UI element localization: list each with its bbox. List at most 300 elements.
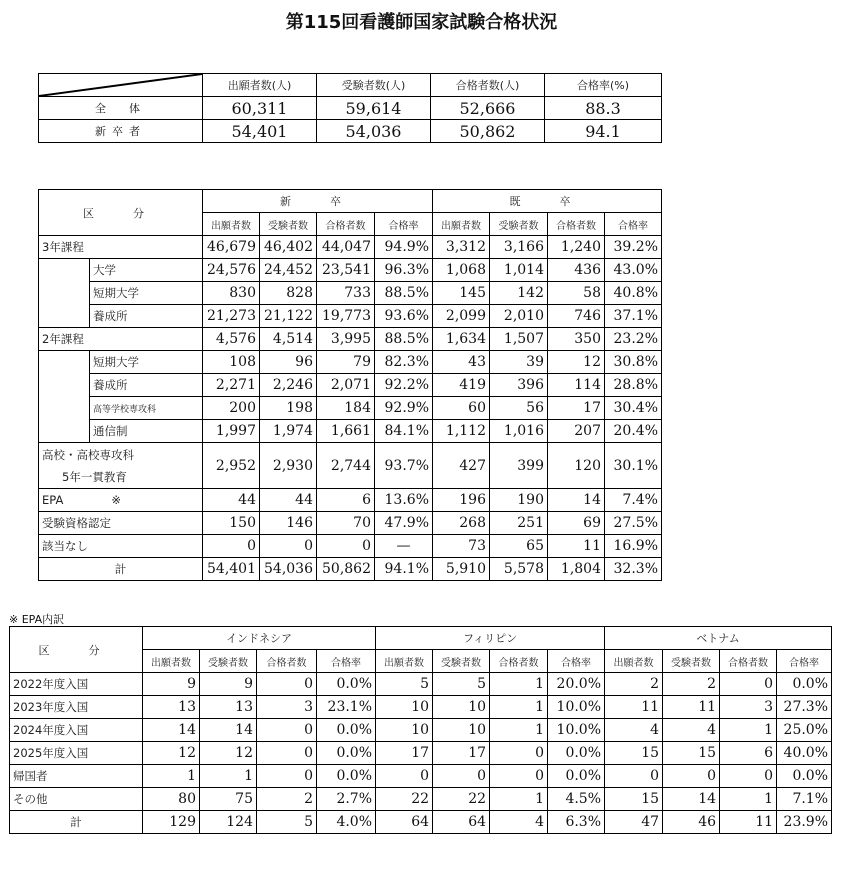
table-row	[39, 397, 662, 420]
table-cell: 11	[605, 696, 663, 719]
table-cell: 44	[203, 489, 260, 512]
row-label: 計	[10, 811, 143, 834]
table-cell: 1,112	[433, 420, 490, 443]
table-cell: 350	[548, 328, 605, 351]
table-cell: 50,862	[317, 558, 375, 581]
row-label: 大学	[90, 259, 203, 282]
table-cell: 1,997	[203, 420, 260, 443]
table-cell: 47	[605, 811, 663, 834]
table-cell: 4	[663, 719, 720, 742]
table-cell: 92.9%	[375, 397, 433, 420]
table-cell: 1	[143, 765, 200, 788]
table-cell: 5	[376, 673, 433, 696]
table-cell: 2,099	[433, 305, 490, 328]
epa-breakdown-table	[9, 626, 832, 834]
row-label: 短期大学	[90, 351, 203, 374]
table-cell: 22	[433, 788, 490, 811]
table-cell: 94.1%	[375, 558, 433, 581]
table-cell: 82.3%	[375, 351, 433, 374]
table-cell: 43	[433, 351, 490, 374]
table-cell: 0.0%	[548, 742, 605, 765]
row-label: 該当なし	[39, 535, 203, 558]
table-cell: 4,576	[203, 328, 260, 351]
table-cell: 20.4%	[605, 420, 662, 443]
table-cell: 13	[200, 696, 257, 719]
table-cell: 251	[490, 512, 548, 535]
table-cell: 9	[143, 673, 200, 696]
group-header-past-graduates: 既 卒	[433, 190, 662, 213]
table-cell: 142	[490, 282, 548, 305]
table-cell: 0	[203, 535, 260, 558]
table-cell: 14	[200, 719, 257, 742]
table-cell: 94.9%	[375, 236, 433, 259]
table-cell: 13	[143, 696, 200, 719]
col-examinees: 受験者数	[260, 213, 317, 236]
table-cell: 1	[490, 788, 548, 811]
row-label-text: EPA	[42, 493, 64, 507]
table-cell: 17	[376, 742, 433, 765]
row-label-total: 計	[39, 558, 203, 581]
table-cell: 3,995	[317, 328, 375, 351]
row-label: 2022年度入国	[10, 673, 143, 696]
table-cell: 0	[663, 765, 720, 788]
table-cell: 0	[257, 719, 317, 742]
table-cell: 15	[605, 788, 663, 811]
reference-mark: ※	[111, 493, 121, 507]
table-cell: 1,240	[548, 236, 605, 259]
col-pass-rate: 合格率	[375, 213, 433, 236]
col-passers: 合格者数	[317, 213, 375, 236]
table-cell: 1,634	[433, 328, 490, 351]
table-row	[39, 305, 662, 328]
summary-row-new-graduates	[39, 120, 662, 143]
table-cell: 30.1%	[605, 443, 662, 489]
table-cell: 5	[257, 811, 317, 834]
table-row	[39, 351, 662, 374]
indent-cell	[39, 351, 90, 374]
table-cell: 0	[490, 742, 548, 765]
table-cell: 2,246	[260, 374, 317, 397]
table-cell: 207	[548, 420, 605, 443]
table-cell: 10	[433, 696, 490, 719]
table-cell: 2	[605, 673, 663, 696]
table-cell: 129	[143, 811, 200, 834]
table-cell: 2,744	[317, 443, 375, 489]
table-cell: 3	[720, 696, 777, 719]
table-cell: 3,312	[433, 236, 490, 259]
row-label: 養成所	[90, 305, 203, 328]
table-cell: 4.5%	[548, 788, 605, 811]
epa-subheader: 合格者数	[257, 650, 317, 673]
table-cell: 0.0%	[317, 673, 376, 696]
table-cell: 0	[257, 673, 317, 696]
table-cell: 92.2%	[375, 374, 433, 397]
group-header-philippines: フィリピン	[376, 627, 605, 650]
table-cell: 16.9%	[605, 535, 662, 558]
table-cell: 4	[605, 719, 663, 742]
table-cell: 5,910	[433, 558, 490, 581]
table-cell: 9	[200, 673, 257, 696]
col-examinees: 受験者数	[490, 213, 548, 236]
table-cell: 0	[490, 765, 548, 788]
table-cell: 93.6%	[375, 305, 433, 328]
table-cell: 58	[548, 282, 605, 305]
summary-row-total	[39, 97, 662, 120]
table-cell: 0.0%	[777, 765, 832, 788]
table-row	[10, 811, 832, 834]
summary-cell: 54,036	[317, 120, 431, 143]
row-label: 2025年度入国	[10, 742, 143, 765]
row-label	[39, 443, 203, 489]
table-cell: 2	[257, 788, 317, 811]
table-cell: 2,930	[260, 443, 317, 489]
summary-col-pass-rate: 合格率(%)	[545, 74, 662, 97]
table-cell: 830	[203, 282, 260, 305]
table-cell: 2,952	[203, 443, 260, 489]
table-cell: 120	[548, 443, 605, 489]
table-cell: 828	[260, 282, 317, 305]
table-cell: 0	[376, 765, 433, 788]
table-cell: 733	[317, 282, 375, 305]
table-cell: 46,679	[203, 236, 260, 259]
summary-cell: 50,862	[431, 120, 545, 143]
epa-subheader: 受験者数	[663, 650, 720, 673]
table-cell: 0.0%	[317, 719, 376, 742]
detail-table	[38, 189, 662, 581]
table-cell: 3,166	[490, 236, 548, 259]
epa-group-header-row	[10, 627, 832, 650]
group-header-vietnam: ベトナム	[605, 627, 832, 650]
table-cell: 124	[200, 811, 257, 834]
summary-cell: 60,311	[203, 97, 317, 120]
table-cell: 75	[200, 788, 257, 811]
table-cell: 46,402	[260, 236, 317, 259]
table-cell: 0	[720, 765, 777, 788]
indent-cell	[39, 374, 90, 397]
table-cell: 10.0%	[548, 696, 605, 719]
table-row	[39, 374, 662, 397]
table-cell: 12	[200, 742, 257, 765]
table-cell: 15	[605, 742, 663, 765]
table-cell: 23.1%	[317, 696, 376, 719]
epa-subheader: 合格率	[777, 650, 832, 673]
table-cell: 1	[490, 673, 548, 696]
table-row	[39, 535, 662, 558]
table-cell: 1,974	[260, 420, 317, 443]
table-cell: 10	[376, 696, 433, 719]
table-cell: 4.0%	[317, 811, 376, 834]
group-header-new-graduates: 新 卒	[203, 190, 433, 213]
summary-table	[38, 73, 662, 143]
indent-cell	[39, 282, 90, 305]
epa-subheader: 合格者数	[720, 650, 777, 673]
table-cell: 12	[548, 351, 605, 374]
table-cell: 108	[203, 351, 260, 374]
epa-category-header: 区 分	[10, 627, 143, 673]
table-cell: 6	[720, 742, 777, 765]
summary-row-label: 新卒者	[39, 120, 203, 143]
table-cell: 20.0%	[548, 673, 605, 696]
table-cell: 88.5%	[375, 282, 433, 305]
table-cell: 23,541	[317, 259, 375, 282]
table-cell: 6.3%	[548, 811, 605, 834]
table-cell: 746	[548, 305, 605, 328]
table-row	[39, 489, 662, 512]
table-cell: 10	[433, 719, 490, 742]
table-cell: 12	[143, 742, 200, 765]
table-cell: 1,068	[433, 259, 490, 282]
table-cell: 419	[433, 374, 490, 397]
epa-subheader: 合格率	[317, 650, 376, 673]
table-cell: 93.7%	[375, 443, 433, 489]
table-cell: 11	[548, 535, 605, 558]
table-row	[39, 558, 662, 581]
row-label: 2年課程	[39, 328, 203, 351]
summary-row-label: 全 体	[39, 97, 203, 120]
epa-subheader: 出願者数	[605, 650, 663, 673]
table-cell: 2,071	[317, 374, 375, 397]
table-cell: 1	[490, 719, 548, 742]
table-cell: 2.7%	[317, 788, 376, 811]
table-cell: 17	[548, 397, 605, 420]
table-cell: 19,773	[317, 305, 375, 328]
table-cell: 2,010	[490, 305, 548, 328]
table-cell: 54,401	[203, 558, 260, 581]
table-cell: 1,804	[548, 558, 605, 581]
table-row	[10, 719, 832, 742]
table-cell: 0.0%	[548, 765, 605, 788]
summary-header-row	[39, 74, 662, 97]
row-label-line1: 高校・高校専攻科	[42, 447, 134, 462]
row-label: 短期大学	[90, 282, 203, 305]
table-row	[10, 696, 832, 719]
table-cell: 14	[548, 489, 605, 512]
summary-cell: 59,614	[317, 97, 431, 120]
table-cell: 0	[317, 535, 375, 558]
table-cell: 96.3%	[375, 259, 433, 282]
table-cell: 0.0%	[317, 765, 376, 788]
col-passers: 合格者数	[548, 213, 605, 236]
table-cell: 64	[376, 811, 433, 834]
table-cell: 17	[433, 742, 490, 765]
table-row	[10, 765, 832, 788]
table-cell: 69	[548, 512, 605, 535]
indent-cell	[39, 397, 90, 420]
detail-table-body	[39, 236, 662, 581]
group-header-indonesia: インドネシア	[143, 627, 376, 650]
table-cell: 79	[317, 351, 375, 374]
table-cell: 24,576	[203, 259, 260, 282]
indent-cell	[39, 259, 90, 282]
epa-breakdown-note: ※ EPA内訳	[9, 613, 65, 626]
table-row	[39, 328, 662, 351]
summary-col-examinees: 受験者数(人)	[317, 74, 431, 97]
epa-subheader: 受験者数	[200, 650, 257, 673]
table-row	[39, 512, 662, 535]
indent-cell	[39, 305, 90, 328]
epa-subheader: 出願者数	[143, 650, 200, 673]
table-cell: 21,273	[203, 305, 260, 328]
table-cell: 44	[260, 489, 317, 512]
epa-subheader: 出願者数	[376, 650, 433, 673]
col-applicants: 出願者数	[433, 213, 490, 236]
table-cell: 11	[720, 811, 777, 834]
table-cell: 73	[433, 535, 490, 558]
diagonal-line-icon	[39, 74, 202, 96]
table-cell: 70	[317, 512, 375, 535]
row-label: 2023年度入国	[10, 696, 143, 719]
table-cell: 7.1%	[777, 788, 832, 811]
table-cell: 268	[433, 512, 490, 535]
table-cell: 146	[260, 512, 317, 535]
summary-cell: 52,666	[431, 97, 545, 120]
row-label-line2: 5年一貫教育	[62, 469, 127, 484]
table-cell: 24,452	[260, 259, 317, 282]
table-cell: 5	[433, 673, 490, 696]
epa-table-body	[10, 673, 832, 834]
table-cell: 56	[490, 397, 548, 420]
table-cell: 0	[720, 673, 777, 696]
col-pass-rate: 合格率	[605, 213, 662, 236]
table-cell: 200	[203, 397, 260, 420]
table-cell: 14	[143, 719, 200, 742]
table-cell: 37.1%	[605, 305, 662, 328]
table-cell: 10.0%	[548, 719, 605, 742]
page-title: 第115回看護師国家試験合格状況	[285, 12, 558, 33]
summary-cell: 88.3	[545, 97, 662, 120]
table-cell: 54,036	[260, 558, 317, 581]
table-cell: 114	[548, 374, 605, 397]
table-cell: 145	[433, 282, 490, 305]
summary-col-passers: 合格者数(人)	[431, 74, 545, 97]
table-cell: 60	[433, 397, 490, 420]
table-cell: 64	[433, 811, 490, 834]
table-cell: 65	[490, 535, 548, 558]
table-row	[39, 236, 662, 259]
category-header: 区 分	[39, 190, 203, 236]
table-cell: 39	[490, 351, 548, 374]
table-cell: 0	[433, 765, 490, 788]
table-cell: 0.0%	[777, 673, 832, 696]
table-row	[39, 282, 662, 305]
table-cell: 32.3%	[605, 558, 662, 581]
table-cell: 3	[257, 696, 317, 719]
table-cell: 22	[376, 788, 433, 811]
row-label: 帰国者	[10, 765, 143, 788]
table-cell: 27.5%	[605, 512, 662, 535]
table-cell: 14	[663, 788, 720, 811]
table-cell: 7.4%	[605, 489, 662, 512]
table-cell: 1	[200, 765, 257, 788]
table-row	[39, 443, 662, 489]
table-cell: 1,661	[317, 420, 375, 443]
indent-cell	[39, 420, 90, 443]
col-applicants: 出願者数	[203, 213, 260, 236]
table-cell: 23.2%	[605, 328, 662, 351]
row-label: 受験資格認定	[39, 512, 203, 535]
table-cell: 0	[260, 535, 317, 558]
table-cell: 1	[490, 696, 548, 719]
summary-col-applicants: 出願者数(人)	[203, 74, 317, 97]
row-label: 養成所	[90, 374, 203, 397]
table-cell: 5,578	[490, 558, 548, 581]
table-row	[10, 788, 832, 811]
table-cell: 11	[663, 696, 720, 719]
table-cell: 4,514	[260, 328, 317, 351]
table-cell: 25.0%	[777, 719, 832, 742]
table-cell: 0	[257, 765, 317, 788]
epa-subheader: 合格者数	[490, 650, 548, 673]
table-cell: 0	[257, 742, 317, 765]
epa-subheader: 受験者数	[433, 650, 490, 673]
table-cell: 1,507	[490, 328, 548, 351]
row-label: 通信制	[90, 420, 203, 443]
row-label: 3年課程	[39, 236, 203, 259]
detail-group-header-row	[39, 190, 662, 213]
table-cell: 1,014	[490, 259, 548, 282]
table-cell: 40.0%	[777, 742, 832, 765]
table-cell: 23.9%	[777, 811, 832, 834]
table-cell: 13.6%	[375, 489, 433, 512]
table-cell: 2,271	[203, 374, 260, 397]
table-cell: 28.8%	[605, 374, 662, 397]
table-cell: 396	[490, 374, 548, 397]
table-cell: 399	[490, 443, 548, 489]
table-cell: 46	[663, 811, 720, 834]
table-cell: 196	[433, 489, 490, 512]
table-cell: 198	[260, 397, 317, 420]
table-cell: 44,047	[317, 236, 375, 259]
table-cell: 0.0%	[317, 742, 376, 765]
table-cell: 6	[317, 489, 375, 512]
table-cell: 21,122	[260, 305, 317, 328]
summary-cell: 94.1	[545, 120, 662, 143]
row-label: その他	[10, 788, 143, 811]
table-cell: 30.8%	[605, 351, 662, 374]
row-label: 2024年度入国	[10, 719, 143, 742]
table-cell: 84.1%	[375, 420, 433, 443]
table-cell: 30.4%	[605, 397, 662, 420]
summary-cell: 54,401	[203, 120, 317, 143]
table-cell: 40.8%	[605, 282, 662, 305]
table-row	[10, 742, 832, 765]
table-cell: 1	[720, 719, 777, 742]
table-cell: 0	[605, 765, 663, 788]
epa-subheader: 合格率	[548, 650, 605, 673]
table-cell: 80	[143, 788, 200, 811]
table-cell: 15	[663, 742, 720, 765]
table-cell: 1,016	[490, 420, 548, 443]
table-cell: 2	[663, 673, 720, 696]
table-row	[39, 259, 662, 282]
table-cell: 10	[376, 719, 433, 742]
table-row	[39, 420, 662, 443]
row-label	[39, 489, 203, 512]
table-cell: 190	[490, 489, 548, 512]
table-cell: —	[375, 535, 433, 558]
diagonal-header-cell	[39, 74, 203, 97]
table-cell: 1	[720, 788, 777, 811]
table-cell: 4	[490, 811, 548, 834]
table-cell: 27.3%	[777, 696, 832, 719]
table-row	[10, 673, 832, 696]
table-cell: 43.0%	[605, 259, 662, 282]
table-cell: 47.9%	[375, 512, 433, 535]
table-cell: 150	[203, 512, 260, 535]
table-cell: 427	[433, 443, 490, 489]
table-cell: 39.2%	[605, 236, 662, 259]
table-cell: 96	[260, 351, 317, 374]
